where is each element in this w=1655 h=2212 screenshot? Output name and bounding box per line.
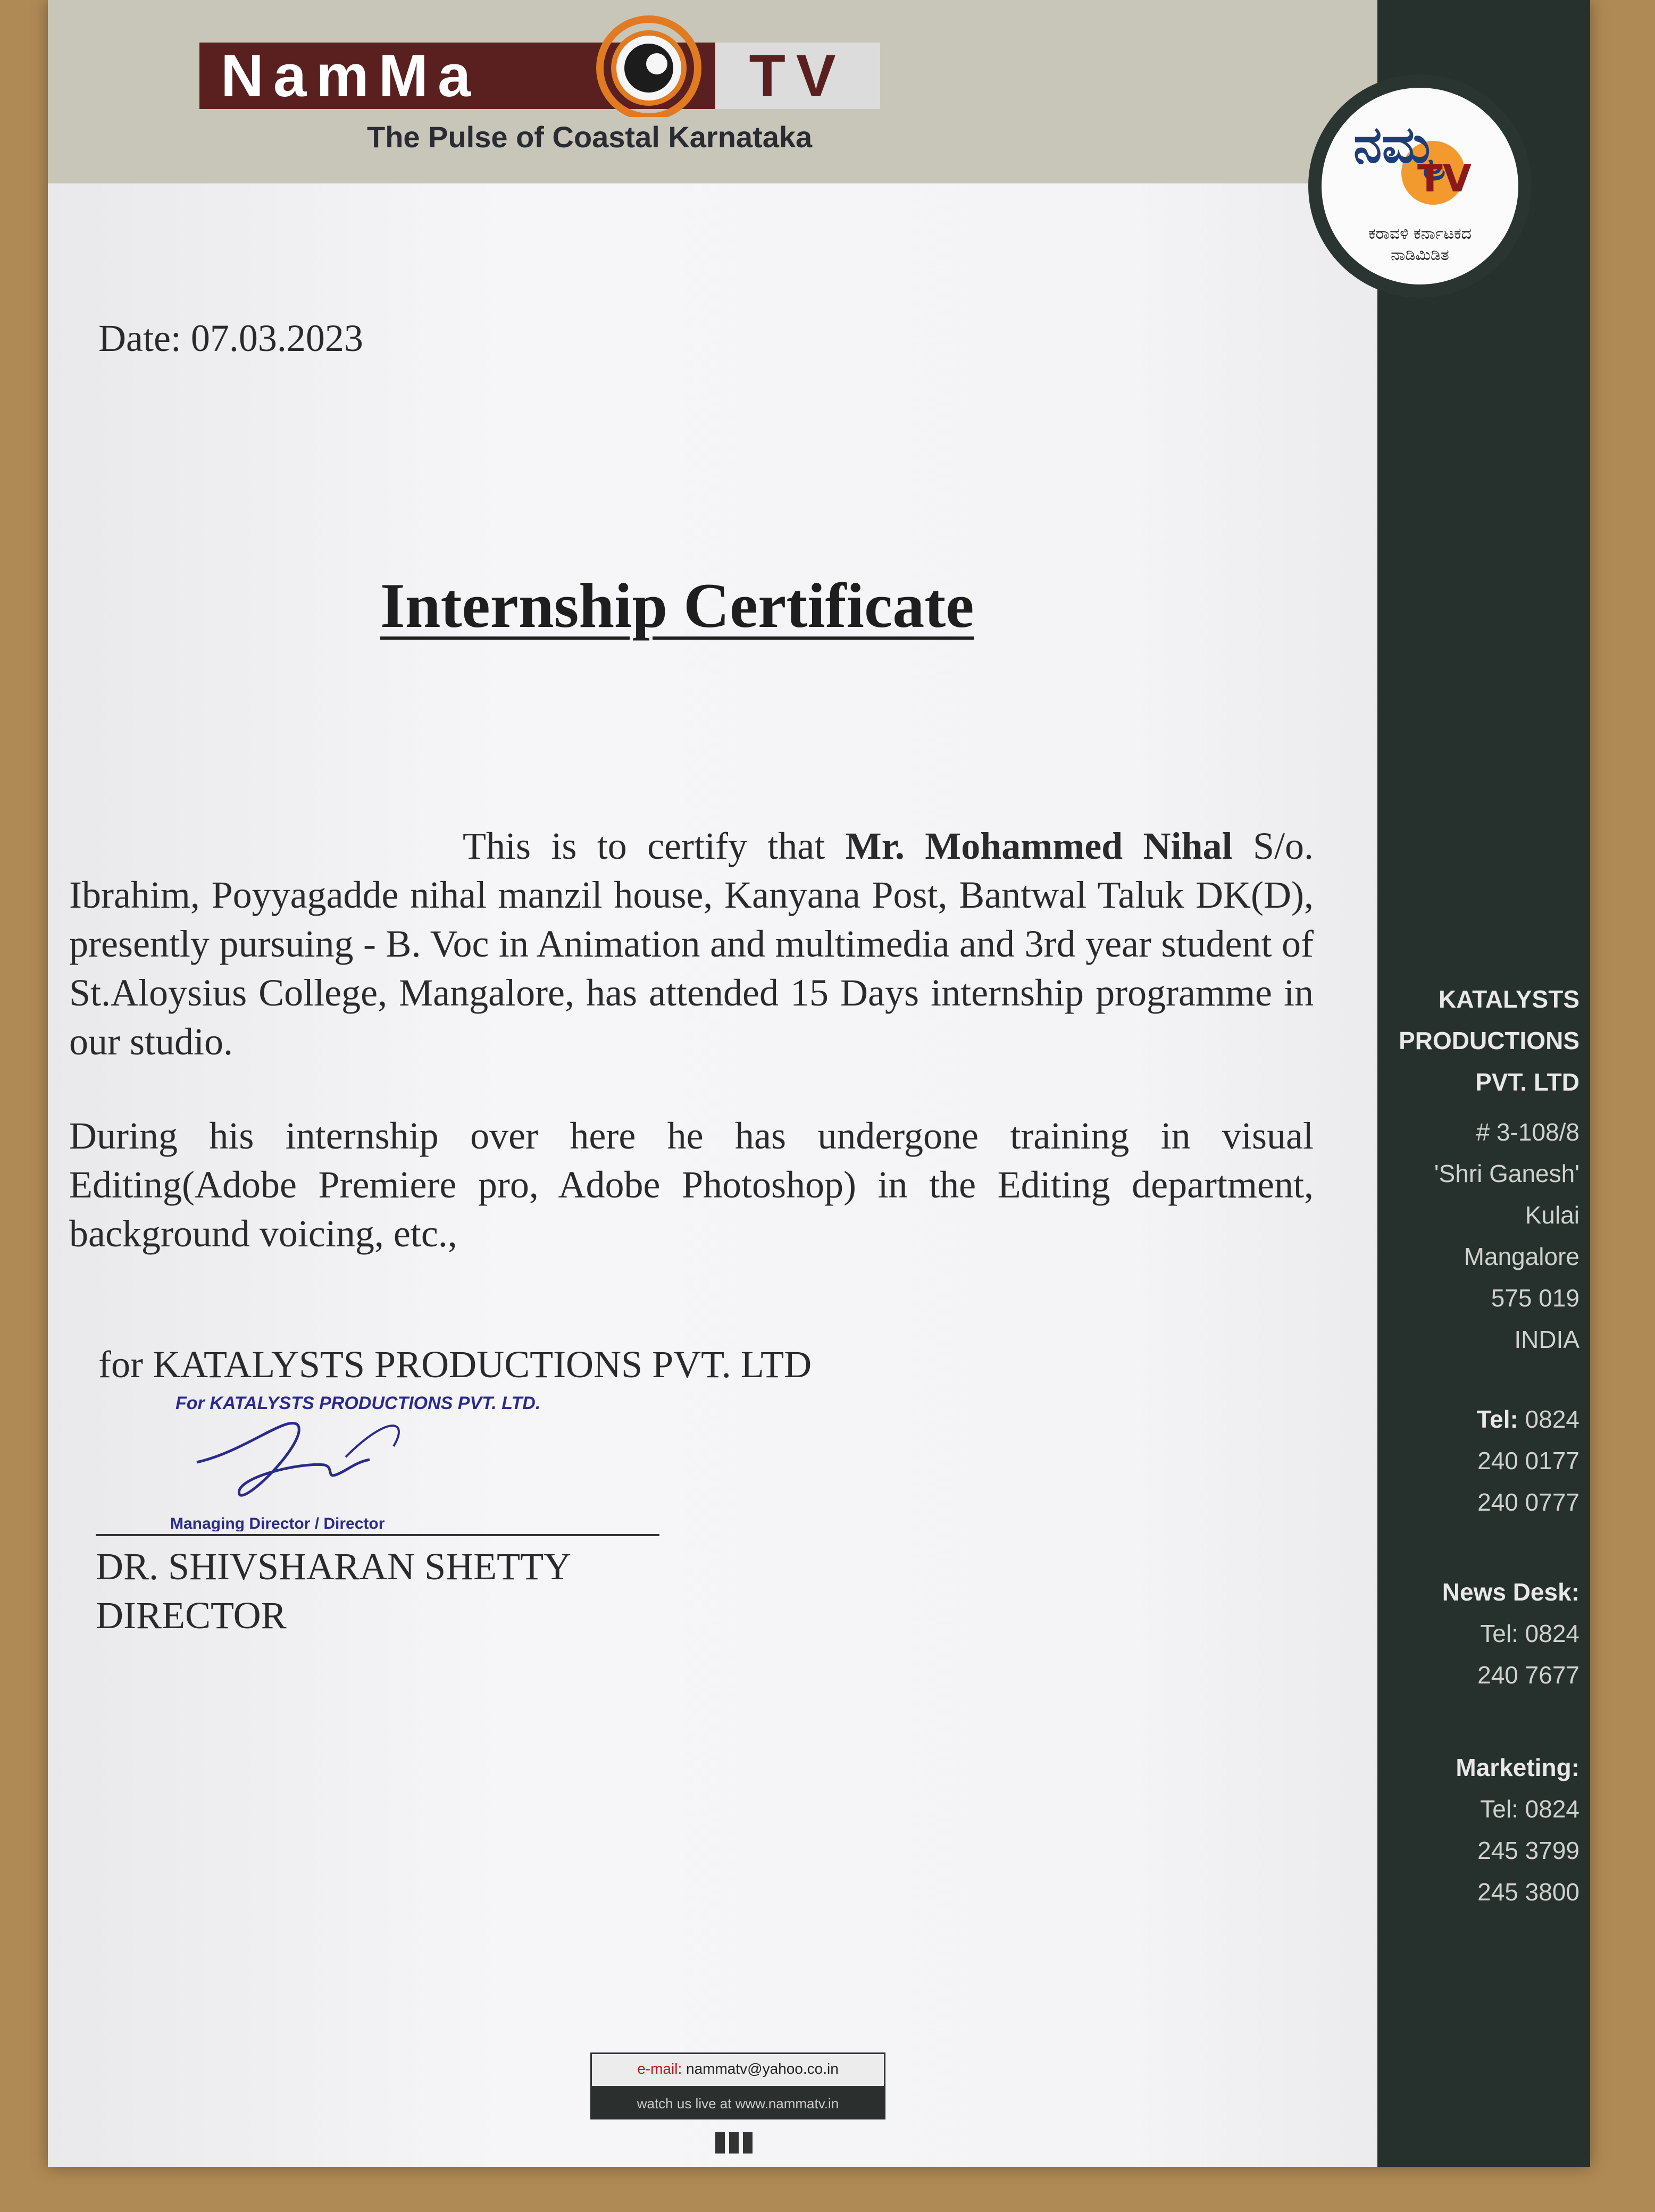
telephone-block xyxy=(1377,1398,1579,1523)
seal-face xyxy=(1322,88,1518,284)
signer-block xyxy=(96,1542,571,1640)
address-line: 'Shri Ganesh' xyxy=(1434,1160,1579,1187)
marketing-label: Marketing: xyxy=(1456,1754,1579,1781)
marketing-number: 245 3799 xyxy=(1477,1837,1579,1864)
logo-swirl-icon xyxy=(582,5,715,117)
intro-text: This is to certify that xyxy=(463,825,846,867)
seal-caption xyxy=(1322,223,1518,266)
company-line-3: PVT. LTD xyxy=(1475,1068,1579,1096)
company-line-2: PRODUCTIONS xyxy=(1399,1027,1579,1054)
intern-details: S/o. Ibrahim, Poyyagadde nihal manzil house, Kanyana Post, Bantwal Taluk DK(D), presently pursuing - B. Voc in Animation and multimedia and 3rd year student of St.Aloysius College, Mangalore, has attended 15 Days internship programme in our studio. xyxy=(69,825,1314,1063)
news-desk-block xyxy=(1377,1571,1579,1696)
logo-wordmark-left: NamMa xyxy=(221,43,481,109)
tagline: The Pulse of Coastal Karnataka xyxy=(367,120,813,154)
seal-line-1: ಕರಾವಳಿ ಕರ್ನಾಟಕದ xyxy=(1368,224,1472,243)
certificate-paragraph-2: During his internship over here he has undergone training in visual Editing(Adobe Premiere pro, Adobe Photoshop) in the Editing department, background voicing, etc., xyxy=(69,1115,1314,1255)
tel-code: 0824 xyxy=(1525,1405,1579,1433)
news-desk-label: News Desk: xyxy=(1442,1578,1579,1606)
seal-line-2: ನಾಡಿಮಿಡಿತ xyxy=(1391,246,1449,264)
stamp-designation-text: Managing Director / Director xyxy=(170,1515,385,1531)
letter-date: Date: 07.03.2023 xyxy=(98,317,363,359)
address-line: INDIA xyxy=(1514,1326,1579,1353)
address-line: Kulai xyxy=(1525,1201,1579,1229)
address-line: 575 019 xyxy=(1491,1284,1579,1312)
company-line-1: KATALYSTS xyxy=(1439,985,1579,1013)
footer-contact xyxy=(590,2052,885,2122)
marketing-number: Tel: 0824 xyxy=(1480,1795,1579,1823)
certificate-paragraph-1 xyxy=(69,822,1314,1066)
signer-name: DR. SHIVSHARAN SHETTY xyxy=(96,1545,572,1588)
news-desk-number: 240 7677 xyxy=(1477,1661,1579,1689)
namma-tv-seal xyxy=(1308,74,1532,298)
tel-number: 240 0777 xyxy=(1477,1488,1579,1516)
seal-tv-text: TV xyxy=(1417,157,1472,200)
signature-stroke xyxy=(197,1423,370,1495)
footer-website: watch us live at www.nammatv.in xyxy=(590,2088,885,2119)
marketing-number: 245 3800 xyxy=(1477,1878,1579,1906)
signer-title: DIRECTOR xyxy=(96,1594,287,1637)
seal-logo-text: ನಮ್ಮ xyxy=(1353,115,1437,174)
namma-tv-logo xyxy=(199,43,880,109)
certificate-title: Internship Certificate xyxy=(380,570,974,641)
stamp-company-text: For KATALYSTS PRODUCTIONS PVT. LTD. xyxy=(175,1393,541,1413)
letterhead-page xyxy=(48,0,1590,2167)
signature-line xyxy=(96,1534,659,1536)
tel-label: Tel: xyxy=(1476,1405,1518,1433)
company-signoff: for KATALYSTS PRODUCTIONS PVT. LTD xyxy=(98,1343,812,1386)
intern-name: Mr. Mohammed Nihal xyxy=(845,825,1233,867)
company-address xyxy=(1377,1111,1579,1360)
email-value: nammatv@yahoo.co.in xyxy=(686,2060,839,2077)
address-line: # 3-108/8 xyxy=(1476,1118,1579,1146)
logo-wordmark-right: TV xyxy=(715,43,880,109)
company-name-block xyxy=(1377,978,1579,1103)
tel-number: 240 0177 xyxy=(1477,1447,1579,1474)
news-desk-number: Tel: 0824 xyxy=(1480,1620,1579,1647)
email-label: e-mail: xyxy=(637,2060,682,2077)
footer-email xyxy=(590,2052,885,2088)
marketing-block xyxy=(1377,1747,1579,1913)
company-stamp-signature xyxy=(165,1382,643,1531)
signature-flourish xyxy=(346,1426,399,1457)
seal-logo-icon xyxy=(1343,104,1497,221)
binder-clip-icon xyxy=(715,2132,763,2154)
address-line: Mangalore xyxy=(1464,1243,1579,1270)
